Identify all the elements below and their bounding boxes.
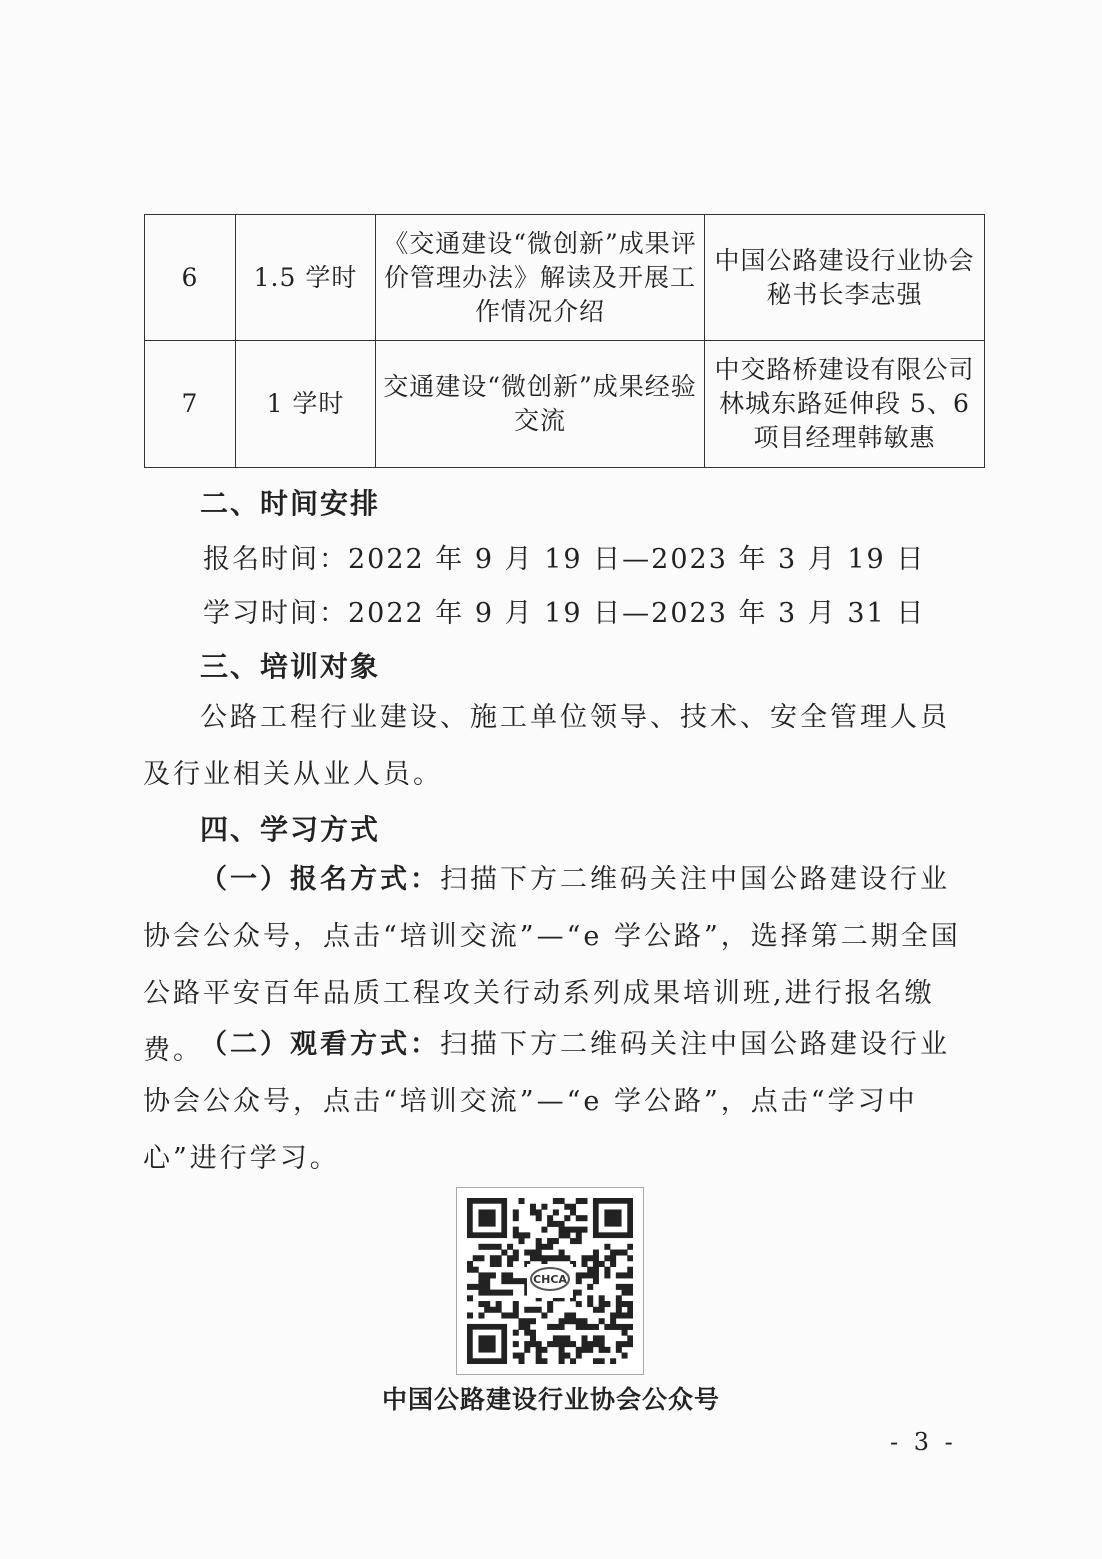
- registration-method-label: （一）报名方式：: [200, 864, 440, 895]
- row-speaker: 中国公路建设行业协会秘书长李志强: [705, 215, 985, 341]
- qr-logo: CHCA: [533, 1273, 567, 1286]
- qr-code-image: [467, 1198, 633, 1364]
- audience-text: 公路工程行业建设、施工单位领导、技术、安全管理人员及行业相关从业人员。: [143, 702, 950, 790]
- viewing-method-text: 扫描下方二维码关注中国公路建设行业协会公众号，点击“培训交流”—“e 学公路”，点击“学习中心”进行学习。: [143, 1029, 950, 1174]
- table-row: [145, 341, 985, 468]
- viewing-method: [143, 1016, 968, 1187]
- viewing-method-label: （二）观看方式：: [200, 1029, 440, 1060]
- table-row: [145, 215, 985, 341]
- qr-caption: 中国公路建设行业协会公众号: [381, 1385, 720, 1414]
- section-heading-method: 四、学习方式: [200, 813, 381, 846]
- page-number: - 3 -: [890, 1428, 957, 1456]
- row-speaker: 中交路桥建设有限公司林城东路延伸段 5、6 项目经理韩敏惠: [705, 341, 985, 468]
- registration-method-text: 扫描下方二维码关注中国公路建设行业协会公众号，点击“培训交流”—“e 学公路”，选择第二期全国公路平安百年品质工程攻关行动系列成果培训班,进行报名缴费。: [143, 864, 961, 1066]
- row-number: 6: [145, 215, 236, 341]
- study-time: 学习时间：2022 年 9 月 19 日—2023 年 3 月 31 日: [203, 598, 926, 629]
- registration-time: 报名时间：2022 年 9 月 19 日—2023 年 3 月 19 日: [203, 544, 926, 575]
- qr-code: [456, 1187, 644, 1375]
- row-number: 7: [145, 341, 236, 468]
- section-heading-audience: 三、培训对象: [200, 650, 381, 683]
- row-topic: 交通建设“微创新”成果经验交流: [376, 341, 705, 468]
- schedule-table: [144, 214, 985, 468]
- row-topic: 《交通建设“微创新”成果评价管理办法》解读及开展工作情况介绍: [376, 215, 705, 341]
- section-heading-time: 二、时间安排: [200, 487, 381, 520]
- row-hours: 1.5 学时: [236, 215, 376, 341]
- row-hours: 1 学时: [236, 341, 376, 468]
